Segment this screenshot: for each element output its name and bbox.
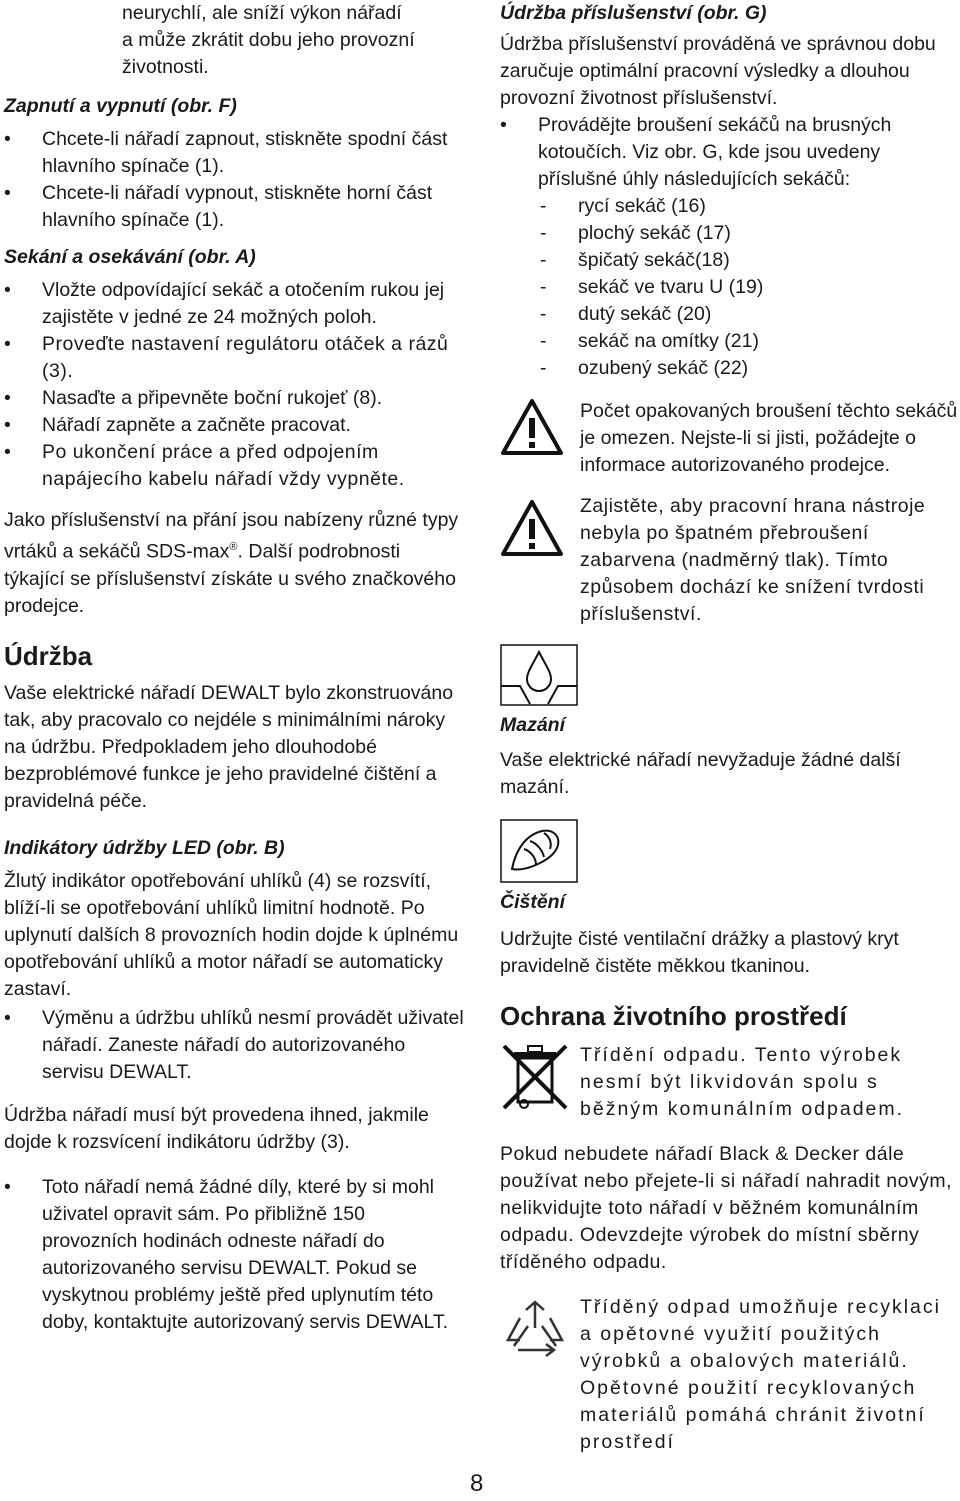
warning-text: Zajistěte, aby pracovní hrana nástroje nebyla po špatném přebroušení zabarvena (nadměrný tlak). Tímto způsobem dochází ke snížení tvrdosti příslušenství. (580, 495, 926, 625)
led-list (4, 1005, 464, 1086)
cleaning-heading: Čištění (500, 891, 566, 913)
warning-text: Počet opakovaných broušení těchto sekáčů je omezen. Nejste-li si jisti, požádejte o informace autorizovaného prodejce. (580, 400, 958, 476)
chisel-item: - špičatý sekáč(18) (500, 247, 958, 274)
cont-line: životnosti. (122, 56, 209, 78)
environment-heading: Ochrana životního prostředí (500, 1001, 847, 1031)
right-column (500, 0, 958, 1456)
maintenance-heading: Údržba (4, 640, 93, 671)
lubrication-heading: Mazání (500, 714, 566, 736)
accessories-text: Jako příslušenství na přání jsou nabízeny různé typy vrtáků a sekáčů SDS-max (4, 509, 459, 563)
left-column (4, 0, 464, 1336)
list-item: • Nasaďte a připevněte boční rukojeť (8). (4, 385, 464, 412)
led-paragraph: Žlutý indikátor opotřebování uhlíků (4) se rozsvítí, blíží-li se opotřebování uhlíků limitní hodnotě. Po uplynutí dalších 8 provozních hodin dojde k úplnému opotřebování uhlíků a motor nářadí se automaticky zastaví. (4, 869, 459, 1000)
list-item: • Po ukončení práce a před odpojením napájecího kabelu nářadí vždy vypněte. (4, 439, 464, 493)
cleaning-hand-icon (500, 819, 578, 883)
chisel-heading: Sekání a osekávání (obr. A) (4, 246, 256, 268)
warning-icon (500, 499, 564, 557)
continuation-text (122, 0, 464, 81)
led-heading: Indikátory údržby LED (obr. B) (4, 836, 285, 859)
disposal-block (500, 1042, 958, 1123)
chisel-list (4, 277, 464, 493)
chisel-item: - sekáč na omítky (21) (500, 328, 958, 355)
list-item: • Chcete-li nářadí zapnout, stiskněte spodní část hlavního spínače (1). (4, 126, 464, 180)
accessory-list (500, 112, 958, 382)
lubrication-paragraph: Vaše elektrické nářadí nevyžaduje žádné další mazání. (500, 749, 901, 798)
page-number: 8 (470, 1470, 484, 1497)
warning-block-2 (500, 493, 958, 628)
chisel-item: - rycí sekáč (16) (500, 193, 958, 220)
list-item: • Výměnu a údržbu uhlíků nesmí provádět uživatel nářadí. Zaneste nářadí do autorizovaného servisu DEWALT. (4, 1005, 464, 1086)
cont-line: neurychlí, ale sníží výkon nářadí (122, 2, 402, 24)
accessory-maintenance-heading: Údržba příslušenství (obr. G) (500, 2, 767, 24)
list-item: • Proveďte nastavení regulátoru otáček a rázů (3). (4, 331, 464, 385)
list-item: • Vložte odpovídající sekáč a otočením rukou jej zajistěte v jedné ze 24 možných poloh. (4, 277, 464, 331)
accessory-paragraph: Údržba příslušenství prováděná ve správnou dobu zaručuje optimální pracovní výsledky a dlouhou provozní životnost příslušenství. (500, 33, 936, 109)
chisel-item: - sekáč ve tvaru U (19) (500, 274, 958, 301)
recycle-text: Tříděný odpad umožňuje recyklaci a opětovné využití použitých výrobků a obalových materiálů. Opětovné použití recyklovaných materiálů pomáhá chránit životní prostředí (580, 1296, 941, 1453)
warning-icon (500, 398, 564, 456)
chisel-item: - plochý sekáč (17) (500, 220, 958, 247)
crossed-bin-icon (500, 1042, 570, 1112)
environment-paragraph: Pokud nebudete nářadí Black & Decker dále používat nebo přejete-li si nářadí nahradit novým, nelikvidujte toto nářadí v běžném komunálním odpadu. Odevzdejte výrobek do místní sběrny tříděného odpadu. (500, 1143, 953, 1273)
maintenance-paragraph: Vaše elektrické nářadí DEWALT bylo zkonstruováno tak, aby pracovalo co nejdéle s minimálními nároky na údržbu. Předpokladem jeho dlouhodobé bezproblémové funkce je jeho pravidelné čištění a pravidelná péče. (4, 681, 454, 812)
accessories-paragraph: Jako příslušenství na přání jsou nabízeny různé typy vrtáků a sekáčů SDS-max®. Další podrobnosti týkající se příslušenství získáte u svého značkového prodejce. (4, 509, 459, 617)
switch-list (4, 126, 464, 234)
chisel-item: - ozubený sekáč (22) (500, 355, 958, 382)
recycle-block (500, 1294, 958, 1456)
recycle-icon (500, 1298, 570, 1368)
oil-drop-icon (500, 644, 578, 706)
list-item: • Provádějte broušení sekáčů na brusných kotoučích. Viz obr. G, kde jsou uvedeny příslušné úhly následujících sekáčů: (500, 112, 958, 193)
accessories-text-2: Další podrobnosti týkající se příslušenství získáte u svého značkového prodejce. (4, 540, 456, 617)
disposal-text: Třídění odpadu. Tento výrobek nesmí být likvidován spolu s běžným komunálním odpadem. (580, 1044, 905, 1120)
list-item: • Toto nářadí nemá žádné díly, které by si mohl uživatel opravit sám. Po přibližně 150 provozních hodinách odneste nářadí do autorizovaného servisu DEWALT. Pokud se vyskytnou problémy ještě před uplynutím této doby, kontaktujte autorizovaný servis DEWALT. (4, 1174, 464, 1336)
cont-line: a může zkrátit dobu jeho provozní (122, 29, 415, 51)
maintenance-paragraph-2: Údržba nářadí musí být provedena ihned, jakmile dojde k rozsvícení indikátoru údržby (3). (4, 1103, 429, 1153)
maintenance-list (4, 1174, 464, 1336)
warning-block-1 (500, 398, 958, 479)
switch-heading: Zapnutí a vypnutí (obr. F) (4, 95, 237, 117)
list-item: • Chcete-li nářadí vypnout, stiskněte horní část hlavního spínače (1). (4, 180, 464, 234)
chisel-item: - dutý sekáč (20) (500, 301, 958, 328)
registered-mark: ® (229, 541, 238, 553)
list-item: • Nářadí zapněte a začněte pracovat. (4, 412, 464, 439)
cleaning-paragraph: Udržujte čisté ventilační drážky a plastový kryt pravidelně čistěte měkkou tkaninou. (500, 928, 899, 977)
